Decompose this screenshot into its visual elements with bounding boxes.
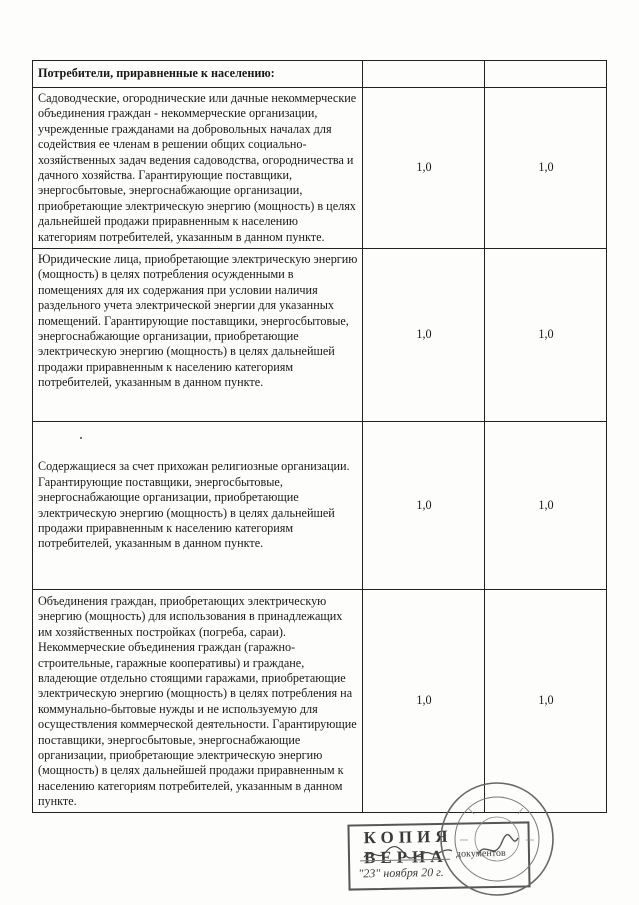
row-value: 1,0 (363, 249, 485, 422)
row-description: Объединения граждан, приобретающих электрическую энергию (мощность) для использования в принадлежащих им хозяйственных постройках (погреба, сараи). Некоммерческие объединения граждан (гаражно-строительные, гаражные кооперативы) и граждане, владеющие отдельно стоящими гаражами, приобретающие электрическую энергию (мощность) в целях потребления на коммунально-бытовые нужды и не используемую для осуществления коммерческой деятельности. Гарантирующие поставщики, энергосбытовые, энергоснабжающие организации, приобретающие электрическую энергию (мощность) в целях дальнейшей продажи приравненным к населению категориям потребителей, указанным в данном пункте. (33, 590, 363, 813)
row-value: 1,0 (363, 590, 485, 813)
row-value: 1,0 (485, 590, 607, 813)
scan-speck (80, 437, 82, 439)
row-description: Содержащиеся за счет прихожан религиозные организации. Гарантирующие поставщики, энергосбытовые, энергоснабжающие организации, приобретающие электрическую энергию (мощность) в целях дальнейшей продажи приравненным к населению категориям потребителей, указанным в данном пункте. (33, 422, 363, 590)
copy-stamp-docs: документов (455, 847, 506, 860)
table-header-row (33, 61, 607, 88)
table-row (33, 422, 607, 590)
row-value: 1,0 (363, 422, 485, 590)
row-description: Садоводческие, огороднические или дачные некоммерческие объединения граждан - некоммерческие организации, учрежденные гражданами на добровольных началах для содействия ее членам в решении общих социально-хозяйственных задач ведения садоводства, огородничества и дачного хозяйства. Гарантирующие поставщики, энергосбытовые, энергоснабжающие организации, приобретающие электрическую энергию (мощность) в целях дальнейшей продажи приравненным к населению категориям потребителей, указанным в данном пункте. (33, 88, 363, 249)
header-empty-cell (485, 61, 607, 88)
round-seal-icon (438, 780, 556, 898)
table-row (33, 249, 607, 422)
table-row (33, 88, 607, 249)
header-empty-cell (363, 61, 485, 88)
table-row (33, 590, 607, 813)
copy-stamp-title: КОПИЯ ВЕРНА (363, 826, 453, 868)
section-header: Потребители, приравненные к населению: (33, 61, 363, 88)
copy-stamp-date: "23" ноября 20 г. (358, 864, 444, 881)
row-value: 1,0 (485, 249, 607, 422)
row-description: Юридические лица, приобретающие электрическую энергию (мощность) в целях потребления осужденными в помещениях для их содержания при условии наличия раздельного учета электрической энергии для указанных помещений. Гарантирующие поставщики, энергосбытовые, энергоснабжающие организации, приобретающие электрическую энергию (мощность) в целях дальнейшей продажи приравненным к населению категориям потребителей, указанным в данном пункте. (33, 249, 363, 422)
row-value: 1,0 (485, 88, 607, 249)
row-value: 1,0 (363, 88, 485, 249)
tariff-table (32, 60, 607, 813)
row-value: 1,0 (485, 422, 607, 590)
